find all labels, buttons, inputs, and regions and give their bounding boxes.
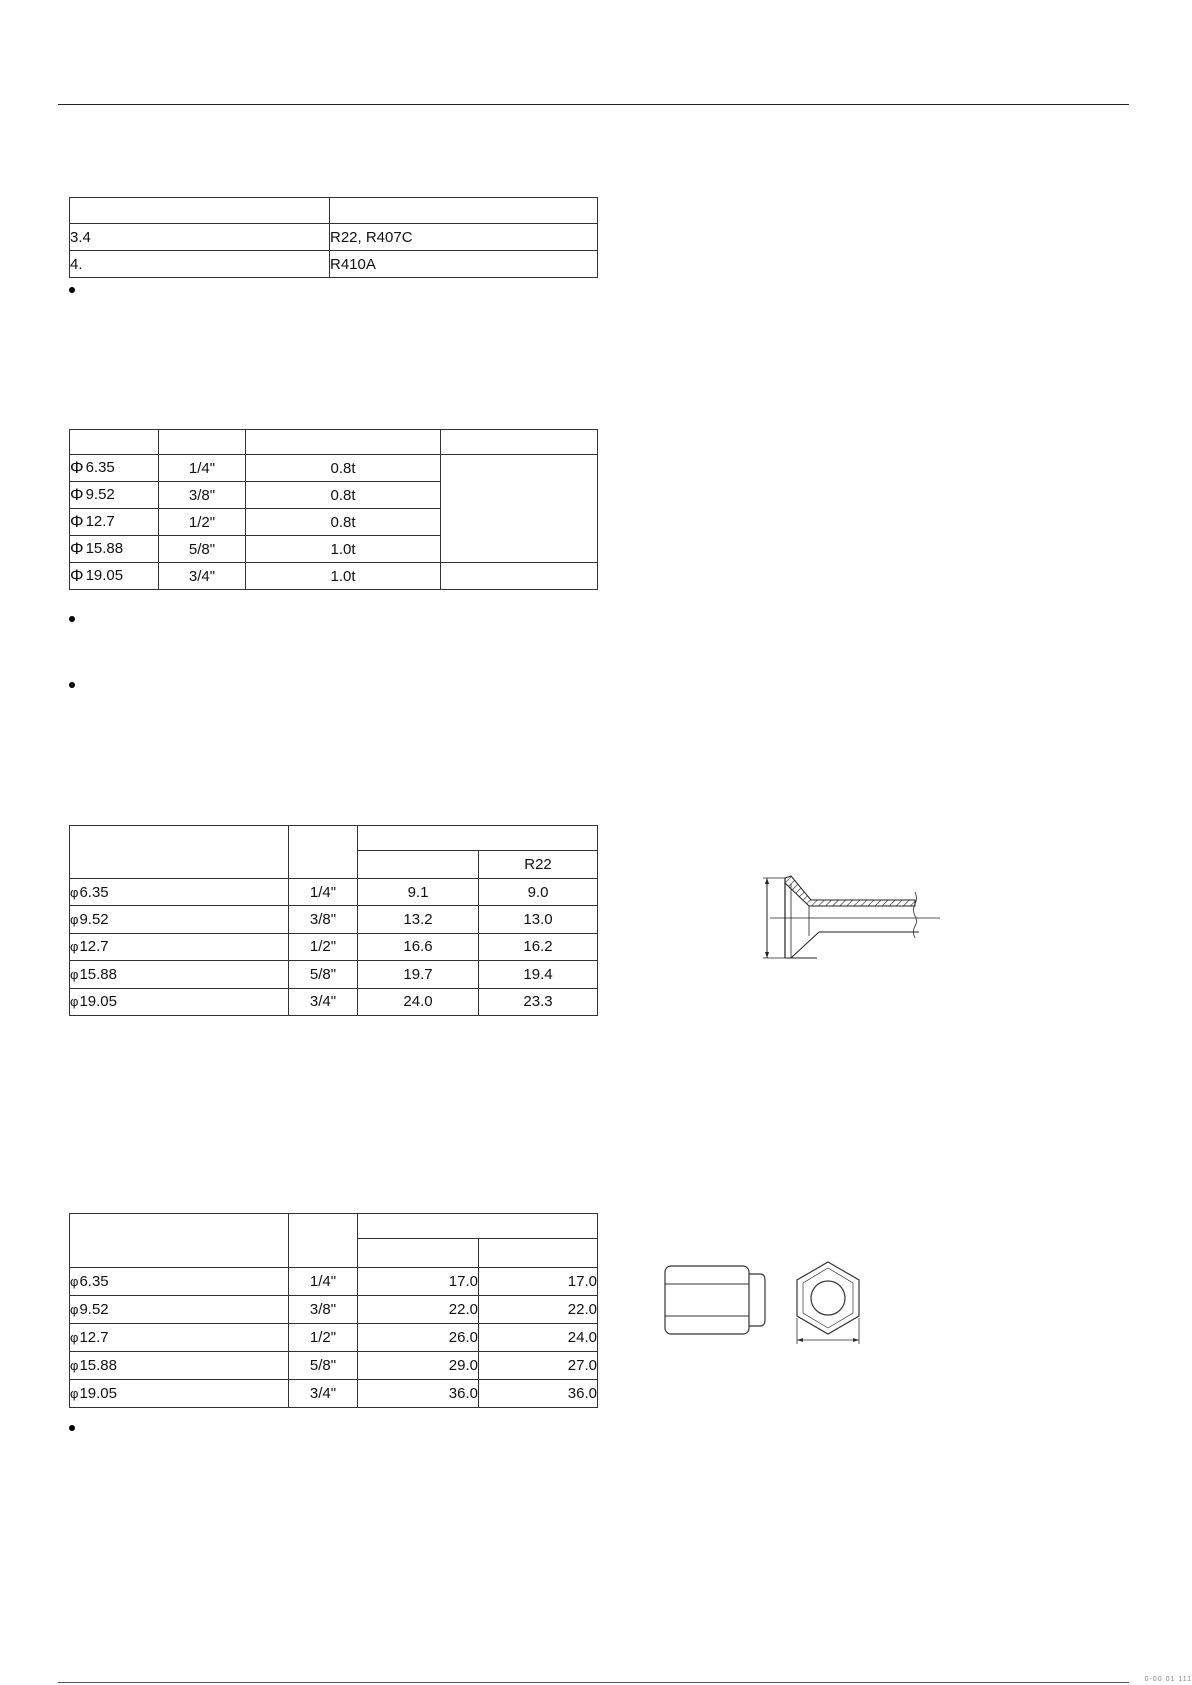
refrigerant-cell: R410A <box>330 251 598 278</box>
table-row <box>70 455 598 482</box>
flare-nut-diagram <box>660 1258 870 1348</box>
flare-diagram <box>755 870 945 970</box>
inch-size: 5/8" <box>289 1352 358 1380</box>
footer-rule <box>58 1682 1129 1683</box>
flare-value: 16.6 <box>358 933 479 960</box>
inch-size: 3/8" <box>289 1296 358 1324</box>
r22-header: R22 <box>479 851 598 879</box>
header-rule <box>58 104 1129 105</box>
table-header-row <box>70 430 598 455</box>
diameter-symbol: φ <box>70 884 79 900</box>
flare-nut-table <box>69 1213 598 1408</box>
thickness: 1.0t <box>246 563 441 590</box>
flare-value-r22: 9.0 <box>479 879 598 906</box>
diameter-symbol: Φ <box>70 485 84 504</box>
outer-diameter: 6.35 <box>85 459 115 476</box>
flare-value: 13.2 <box>358 906 479 933</box>
table-row <box>70 1268 598 1296</box>
diameter-symbol: Φ <box>70 458 84 477</box>
table-row <box>70 224 598 251</box>
thickness: 0.8t <box>246 455 441 482</box>
table-row <box>70 1324 598 1352</box>
table-row <box>70 251 598 278</box>
pipe-size-table <box>69 429 598 590</box>
table-header-row <box>70 826 598 851</box>
nut-width: 17.0 <box>358 1268 479 1296</box>
thickness: 1.0t <box>246 536 441 563</box>
thickness: 0.8t <box>246 509 441 536</box>
inch-size: 3/8" <box>289 906 358 933</box>
outer-diameter: 12.7 <box>79 1329 109 1346</box>
inch-size: 1/4" <box>289 879 358 906</box>
nut-width: 36.0 <box>358 1380 479 1408</box>
diameter-symbol: φ <box>70 1386 79 1401</box>
table-row <box>70 1296 598 1324</box>
outer-diameter: 9.52 <box>79 911 109 929</box>
merged-cell <box>441 455 598 563</box>
table-row <box>70 961 598 988</box>
nut-width: 29.0 <box>358 1352 479 1380</box>
outer-diameter: 12.7 <box>85 513 115 530</box>
outer-diameter: 15.88 <box>85 540 124 557</box>
inch-size: 1/2" <box>289 933 358 960</box>
inch-size: 3/4" <box>289 1380 358 1408</box>
diameter-symbol: Φ <box>70 566 84 585</box>
nut-width-r22: 22.0 <box>479 1296 598 1324</box>
outer-diameter: 19.05 <box>85 567 124 584</box>
diameter-symbol: φ <box>70 1274 79 1289</box>
bullet <box>69 682 75 688</box>
bullet <box>69 287 75 293</box>
nut-width: 26.0 <box>358 1324 479 1352</box>
inch-size: 1/2" <box>159 509 246 536</box>
table-header-row <box>70 1214 598 1239</box>
inch-size: 3/4" <box>159 563 246 590</box>
diameter-symbol: φ <box>70 994 79 1010</box>
diameter-symbol: φ <box>70 1302 79 1317</box>
table-row <box>70 879 598 906</box>
inch-size: 1/4" <box>289 1268 358 1296</box>
diameter-symbol: Φ <box>70 512 84 531</box>
inch-size: 3/8" <box>159 482 246 509</box>
outer-diameter: 15.88 <box>79 965 117 983</box>
flare-dimension-table <box>69 825 598 1016</box>
diameter-symbol: φ <box>70 912 79 928</box>
diameter-symbol: φ <box>70 966 79 982</box>
table-row <box>70 906 598 933</box>
inch-size: 3/4" <box>289 988 358 1015</box>
inch-size: 1/2" <box>289 1324 358 1352</box>
diameter-symbol: φ <box>70 1330 79 1345</box>
spec-cell: 4. <box>70 251 330 278</box>
flare-value-r22: 23.3 <box>479 988 598 1015</box>
spec-cell: 3.4 <box>70 224 330 251</box>
thickness: 0.8t <box>246 482 441 509</box>
flare-value-r22: 13.0 <box>479 906 598 933</box>
diameter-symbol: φ <box>70 1358 79 1373</box>
nut-width: 22.0 <box>358 1296 479 1324</box>
outer-diameter: 12.7 <box>79 938 109 956</box>
inch-size: 5/8" <box>159 536 246 563</box>
outer-diameter: 6.35 <box>79 1273 109 1290</box>
nut-width-r22: 24.0 <box>479 1324 598 1352</box>
table-row <box>70 933 598 960</box>
outer-diameter: 19.05 <box>79 1385 117 1402</box>
flare-value: 19.7 <box>358 961 479 988</box>
outer-diameter: 9.52 <box>85 486 115 503</box>
outer-diameter: 6.35 <box>79 883 109 901</box>
corner-mark: 0-00 01 111 <box>1144 1676 1192 1683</box>
nut-width-r22: 17.0 <box>479 1268 598 1296</box>
refrigerant-table <box>69 197 598 278</box>
outer-diameter: 19.05 <box>79 993 117 1011</box>
flare-value: 24.0 <box>358 988 479 1015</box>
nut-width-r22: 27.0 <box>479 1352 598 1380</box>
bullet <box>69 616 75 622</box>
bullet <box>69 1425 75 1431</box>
outer-diameter: 9.52 <box>79 1301 109 1318</box>
table-row <box>70 1352 598 1380</box>
flare-value: 9.1 <box>358 879 479 906</box>
diameter-symbol: Φ <box>70 539 84 558</box>
refrigerant-cell: R22, R407C <box>330 224 598 251</box>
flare-value-r22: 19.4 <box>479 961 598 988</box>
inch-size: 5/8" <box>289 961 358 988</box>
outer-diameter: 15.88 <box>79 1357 117 1374</box>
inch-size: 1/4" <box>159 455 246 482</box>
diameter-symbol: φ <box>70 939 79 955</box>
flare-value-r22: 16.2 <box>479 933 598 960</box>
nut-width-r22: 36.0 <box>479 1380 598 1408</box>
table-row <box>70 563 598 590</box>
table-row <box>70 988 598 1015</box>
table-row <box>70 1380 598 1408</box>
table-header-row <box>70 198 598 224</box>
